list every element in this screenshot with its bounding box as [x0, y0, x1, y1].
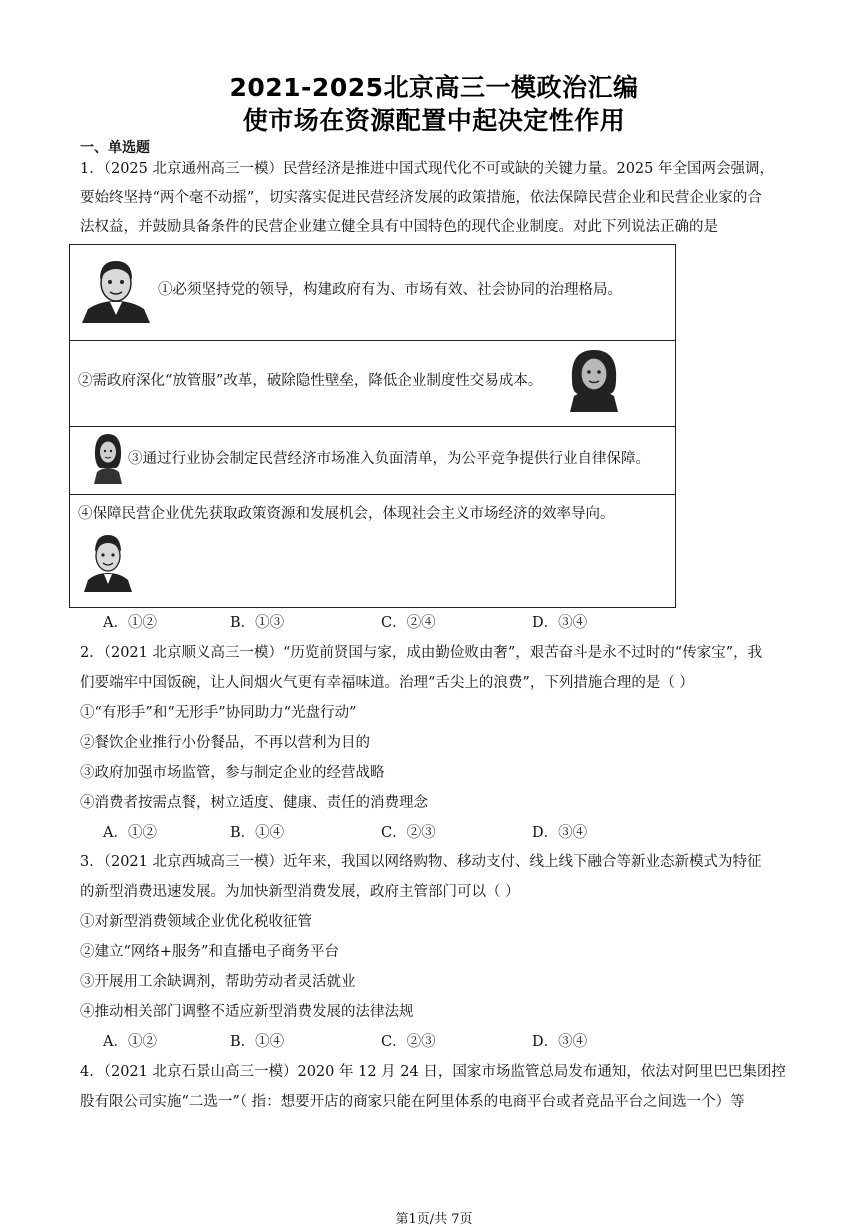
statement-3: ③通过行业协会制定民营经济市场准入负面清单，为公平竞争提供行业自律保障。 [128, 451, 650, 467]
option-a[interactable]: A．①② [103, 1034, 157, 1050]
q3-statement: ④推动相关部门调整不适应新型消费发展的法律法规 [80, 1004, 414, 1020]
q4-stem-line: 4．（2021 北京石景山高三一模）2020 年 12 月 24 日，国家市场监管总局发布通知，依法对阿里巴巴集团控 [80, 1064, 786, 1080]
option-a[interactable]: A．①② [103, 615, 157, 631]
statement-row-1 [70, 245, 675, 341]
option-b[interactable]: B．①④ [230, 1034, 285, 1050]
option-c[interactable]: C．②③ [381, 825, 436, 841]
option-b[interactable]: B．①③ [230, 615, 285, 631]
q1-stem-line: 法权益，并鼓励具备条件的民营企业建立健全具有中国特色的现代企业制度。对此下列说法正确的是 [80, 219, 718, 235]
q3-stem-line: 的新型消费迅速发展。为加快新型消费发展，政府主管部门可以（ ） [80, 884, 520, 900]
option-d[interactable]: D．③④ [532, 615, 588, 631]
q2-statement: ③政府加强市场监管，参与制定企业的经营战略 [80, 765, 385, 781]
statement-row-3 [70, 426, 675, 495]
page-footer: 第1页/共 7页 [395, 1212, 473, 1227]
document-title-line2: 使市场在资源配置中起决定性作用 [242, 106, 626, 135]
option-c[interactable]: C．②④ [381, 615, 436, 631]
q2-statement: ④消费者按需点餐，树立适度、健康、责任的消费理念 [80, 795, 428, 811]
q2-statement: ②餐饮企业推行小份餐品，不再以营利为目的 [80, 735, 370, 751]
q1-stem-line: 要始终坚持“两个毫不动摇”，切实落实促进民营经济发展的政策措施，依法保障民营企业和民营企业家的合 [80, 190, 762, 206]
q2-stem-line: 们要端牢中国饭碗，让人间烟火气更有幸福味道。治理“舌尖上的浪费”，下列措施合理的是（ ） [80, 675, 694, 691]
q3-statement: ①对新型消费领域企业优化税收征管 [80, 914, 312, 930]
statement-1: ①必须坚持党的领导，构建政府有为、市场有效、社会协同的治理格局。 [158, 282, 622, 298]
q3-statement: ②建立“网络+服务”和直播电子商务平台 [80, 944, 339, 960]
option-b[interactable]: B．①④ [230, 825, 285, 841]
statement-row-4 [70, 494, 675, 607]
woman-avatar-icon [564, 346, 624, 412]
q2-statement: ①“有形手”和“无形手”协同助力“光盘行动” [80, 705, 357, 721]
statement-4: ④保障民营企业优先获取政策资源和发展机会，体现社会主义市场经济的效率导向。 [78, 506, 615, 522]
q1-statement-table [69, 244, 676, 608]
q2-stem-line: 2．（2021 北京顺义高三一模）“历览前贤国与家，成由勤俭败由奢”，艰苦奋斗是永不过时的“传家宝”，我 [80, 645, 763, 661]
q4-stem-line: 股有限公司实施“二选一”（ 指：想要开店的商家只能在阿里体系的电商平台或者竞品平台之间选一个）等 [80, 1094, 745, 1110]
option-c[interactable]: C．②③ [381, 1034, 436, 1050]
option-a[interactable]: A．①② [103, 825, 157, 841]
q3-stem-line: 3．（2021 北京西城高三一模）近年来，我国以网络购物、移动支付、线上线下融合等新业态新模式为特征 [80, 854, 762, 870]
man-avatar-icon [80, 255, 152, 323]
section-heading: 一、单选题 [80, 140, 150, 156]
q1-stem-line: 1．（2025 北京通州高三一模）民营经济是推进中国式现代化不可或缺的关键力量。2025 年全国两会强调， [80, 161, 774, 177]
document-title-line1: 2021-2025北京高三一模政治汇编 [229, 73, 639, 102]
option-d[interactable]: D．③④ [532, 825, 588, 841]
q3-statement: ③开展用工余缺调剂，帮助劳动者灵活就业 [80, 974, 356, 990]
statement-2: ②需政府深化“放管服”改革，破除隐性壁垒，降低企业制度性交易成本。 [78, 373, 543, 389]
man-avatar-icon [82, 530, 134, 592]
woman-avatar-icon [90, 432, 126, 484]
option-d[interactable]: D．③④ [532, 1034, 588, 1050]
statement-row-2 [70, 340, 675, 427]
